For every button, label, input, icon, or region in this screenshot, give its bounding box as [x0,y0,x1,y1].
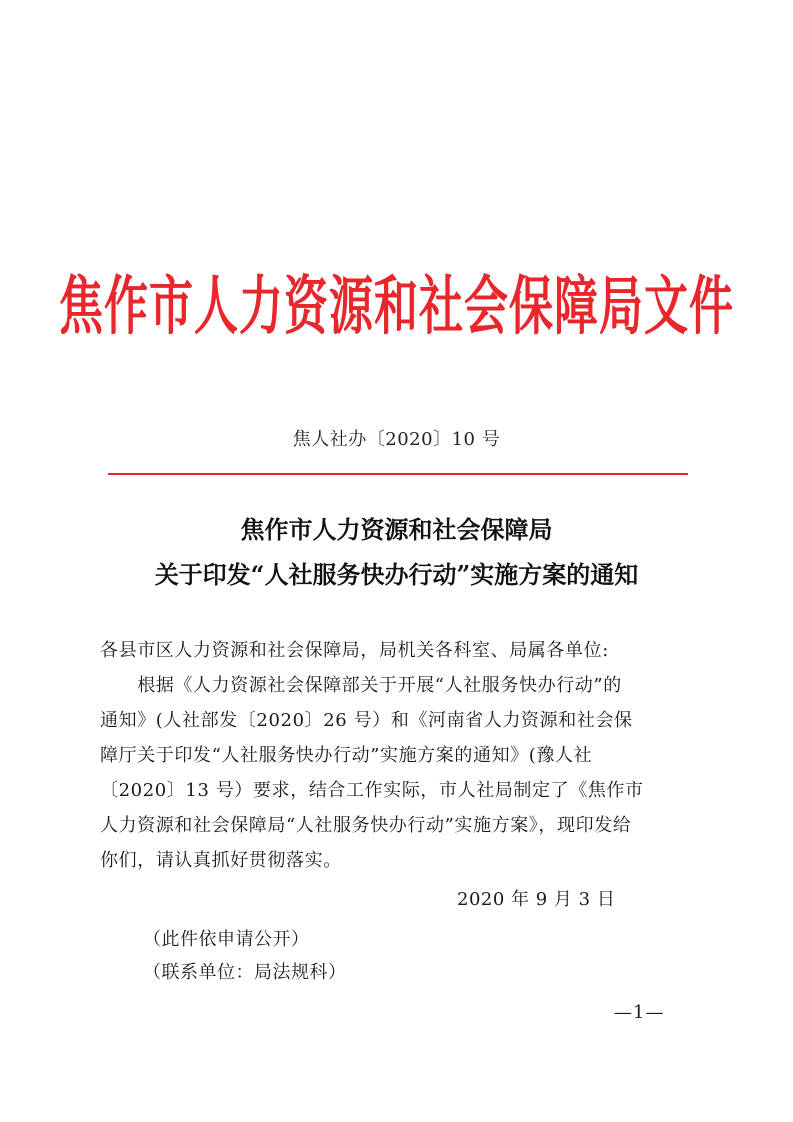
body-paragraph [100,668,700,878]
notice-title-line-2: 关于印发“人社服务快办行动”实施方案的通知 [154,560,639,589]
paragraph-line: 根据《人力资源社会保障部关于开展“人社服务快办行动”的 [100,675,622,696]
paragraph-line: 障厅关于印发“人社服务快办行动”实施方案的通知》(豫人社 [100,745,593,766]
paragraph-line: 你们，请认真抓好贯彻落实。 [100,850,342,871]
paragraph-line: 通知》(人社部发〔2020〕26 号）和《河南省人力资源和社会保 [100,710,633,731]
paragraph-line: 〔2020〕13 号）要求，结合工作实际，市人社局制定了《焦作市 [100,780,644,801]
document-header-title: 焦作市人力资源和社会保障局文件 [59,270,734,344]
salutation: 各县市区人力资源和社会保障局，局机关各科室、局属各单位: [100,640,609,661]
contact-note: （联系单位：局法规科） [143,962,347,983]
document-number: 焦人社办〔2020〕10 号 [292,429,501,450]
paragraph-line: 人力资源和社会保障局“人社服务快办行动”实施方案》，现印发给 [100,815,632,836]
page-number: —1— [614,1002,665,1023]
red-divider-line [108,473,688,475]
issue-date: 2020 年 9 月 3 日 [457,889,616,910]
notice-title-line-1: 焦作市人力资源和社会保障局 [240,515,553,544]
disclosure-note: （此件依申请公开） [143,929,310,950]
